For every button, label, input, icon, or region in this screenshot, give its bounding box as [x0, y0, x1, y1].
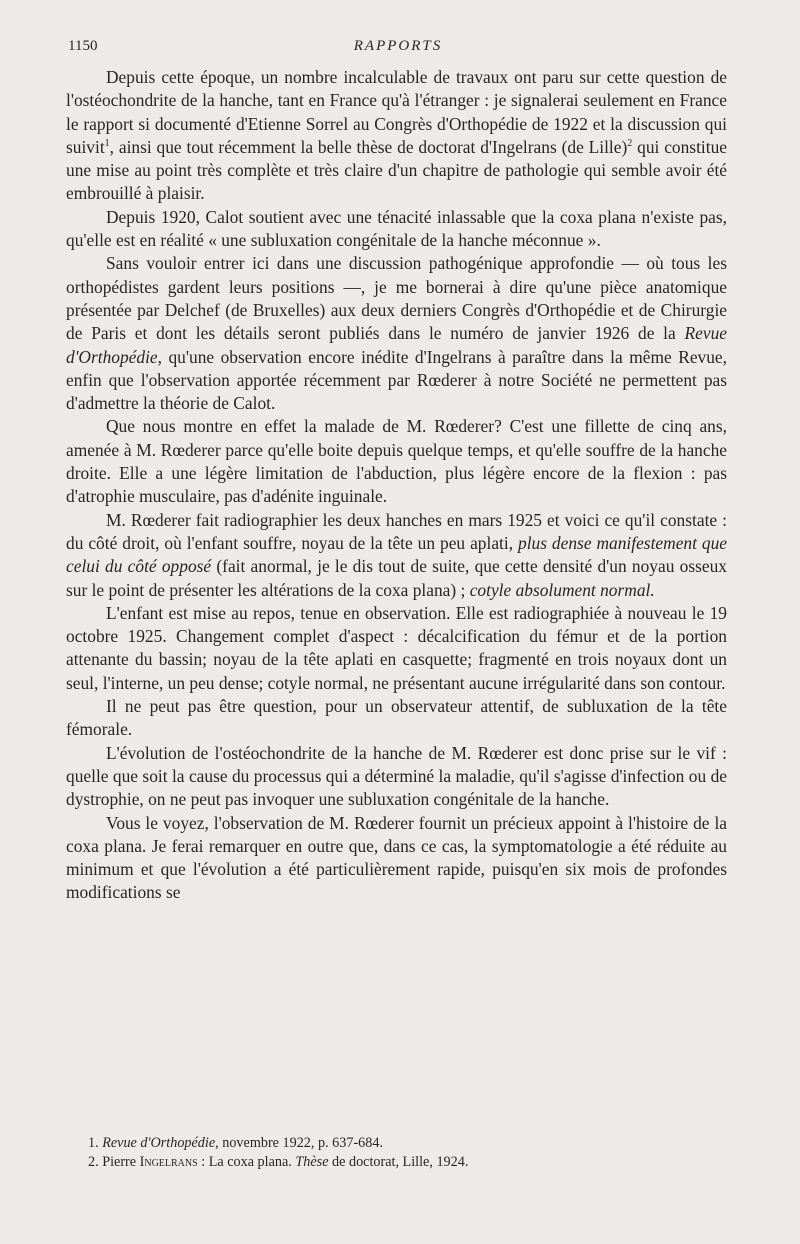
paragraph: Sans vouloir entrer ici dans une discussion pathogénique approfondie — où tous les orthopédistes gardent leurs positions —, je me bornerai à dire qu'une pièce anatomique présentée par Delchef (de Bruxelles) aux deux derniers Congrès d'Orthopédie et de Chirurgie de Paris et dont les détails seront publiés dans le numéro de janvier 1926 de la Revue d'Orthopédie, qu'une observation encore inédite d'Ingelrans à paraître dans la même Revue, enfin que l'observation apportée récemment par Rœderer à notre Société ne permettent pas d'admettre la théorie de Calot. — [66, 253, 727, 414]
paragraph: M. Rœderer fait radiographier les deux hanches en mars 1925 et voici ce qu'il constate : du côté droit, où l'enfant souffre, noyau de la tête un peu aplati, plus dense manifestement que celui du côté opposé (fait anormal, je le dis tout de suite, que cette densité d'un noyau osseux sur le point de présenter les altérations de la coxa plana) ; cotyle absolument normal. — [66, 509, 727, 600]
footnote: 1. Revue d'Orthopédie, novembre 1922, p. 637-684. — [88, 1135, 384, 1151]
italic-title: Revue d'Orthopédie — [66, 323, 727, 367]
page-header — [68, 38, 728, 58]
author-name: Ingelrans — [139, 1154, 198, 1170]
paragraph: Que nous montre en effet la malade de M. Rœderer? C'est une fillette de cinq ans, amenée à M. Rœderer parce qu'elle boite depuis quelque temps, et qu'elle souffre de la hanche droite. Elle a une légère limitation de l'abduction, plus légère encore de la flexion : pas d'atrophie musculaire, pas d'adénite inguinale. — [66, 416, 727, 507]
paragraph: L'enfant est mise au repos, tenue en observation. Elle est radiographiée à nouveau le 19 octobre 1925. Changement complet d'aspect : décalcification du fémur et de la portion attenante du bassin; noyau de la tête aplati en casquette; fragmenté en trois noyaux dont un seul, l'interne, un peu dense; cotyle normal, ne présentant aucune irrégularité dans son contour. — [66, 602, 727, 693]
italic-emphasis: cotyle absolument normal. — [469, 579, 655, 600]
page-number: 1150 — [68, 38, 98, 54]
footnote-ref: 2 — [627, 137, 633, 149]
paragraph: Depuis cette époque, un nombre incalculable de travaux ont paru sur cette question de l'ostéochondrite de la hanche, tant en France qu'à l'étranger : je signalerai seulement en France le rapport si documenté d'Etienne Sorrel au Congrès d'Orthopédie de 1922 et la discussion qui suivit$^1$, ainsi que tout récemment la belle thèse de doctorat d'Ingelrans (de Lille)$^2$ qui constitue une mise au point très complète et très claire d'un chapitre de pathologie qui semble avoir été embrouillé à plaisir. — [66, 67, 727, 204]
paragraph: L'évolution de l'ostéochondrite de la hanche de M. Rœderer est donc prise sur le vif : quelle que soit la cause du processus qui a déterminé la maladie, qu'il s'agisse d'infection ou de dystrophie, on ne peut pas invoquer une subluxation congénitale de la hanche. — [66, 742, 727, 810]
paragraph: Il ne peut pas être question, pour un observateur attentif, de subluxation de la tête fémorale. — [66, 696, 727, 740]
footnote-ref: 1 — [104, 137, 110, 149]
running-head: RAPPORTS — [353, 38, 443, 54]
footnote: 2. Pierre Ingelrans : La coxa plana. Thèse de doctorat, Lille, 1924. — [88, 1154, 469, 1170]
paragraph: Depuis 1920, Calot soutient avec une ténacité inlassable que la coxa plana n'existe pas, qu'elle est en réalité « une subluxation congénitale de la hanche méconnue ». — [66, 206, 727, 251]
footnotes — [88, 1134, 728, 1172]
paragraph: Vous le voyez, l'observation de M. Rœderer fournit un précieux appoint à l'histoire de la coxa plana. Je ferai remarquer en outre que, dans ce cas, la symptomatologie a été réduite au minimum et que l'évolution a été particulièrement rapide, puisqu'en six mois de profondes modifications se — [66, 812, 727, 903]
italic-emphasis: plus dense manifestement que celui du côté opposé — [66, 532, 727, 577]
body-text — [66, 66, 727, 905]
